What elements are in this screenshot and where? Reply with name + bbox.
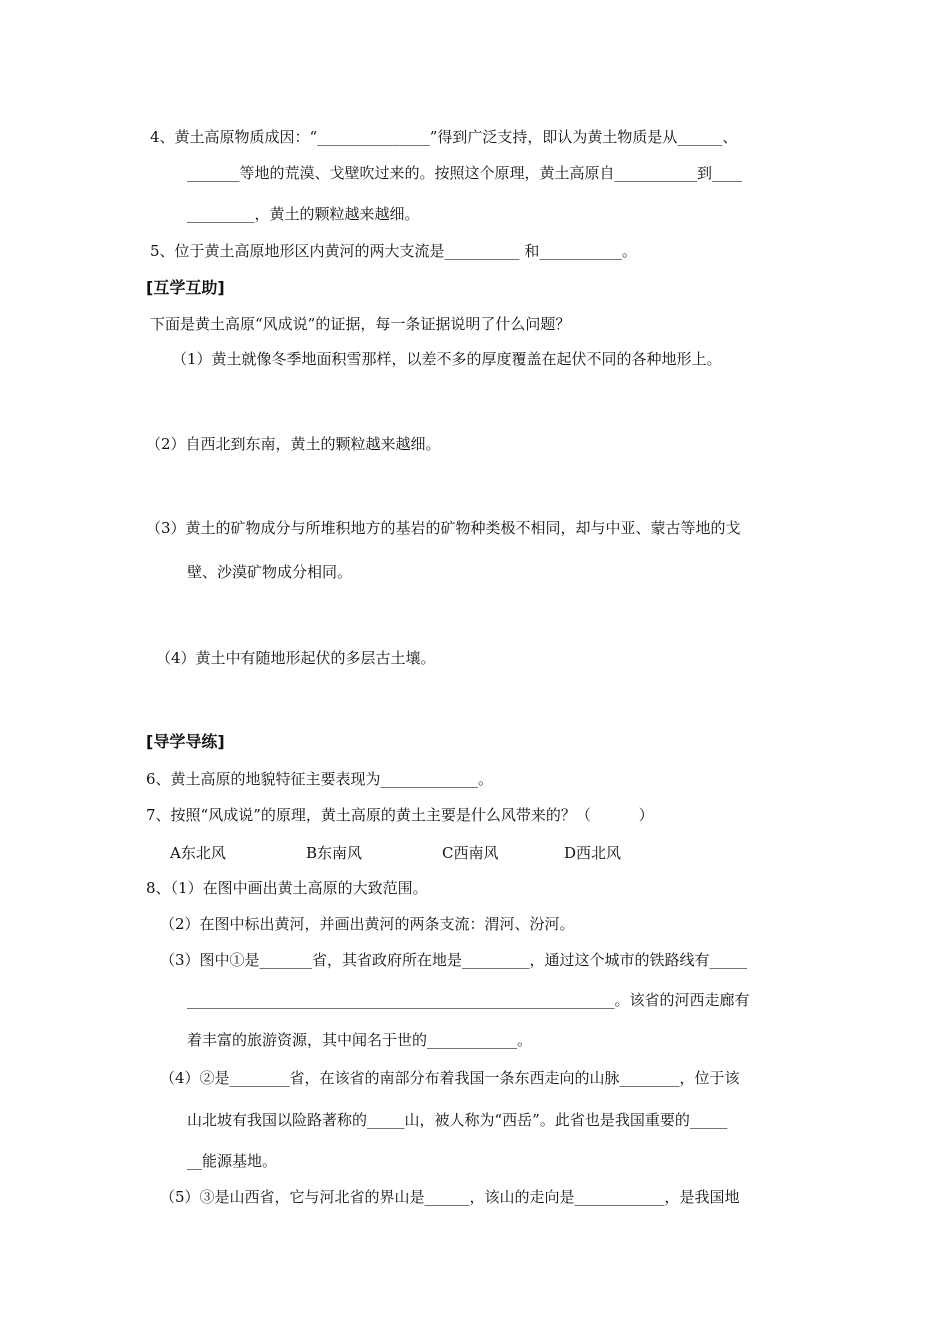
question-5: 5、位于黄土高原地形区内黄河的两大支流是__________ 和___________。 xyxy=(150,242,637,260)
question-8-part-3-line-2: _________________________________________________________。该省的河西走廊有 xyxy=(187,991,750,1009)
question-7-option-b: B东南风 xyxy=(306,844,363,862)
question-8-part-5-line-1: （5）③是山西省，它与河北省的界山是______，该山的走向是____________，是我国地 xyxy=(160,1188,740,1206)
evidence-1: （1）黄土就像冬季地面积雪那样，以差不多的厚度覆盖在起伏不同的各种地形上。 xyxy=(172,350,722,368)
evidence-intro: 下面是黄土高原“风成说”的证据，每一条证据说明了什么问题？ xyxy=(150,315,571,333)
question-8-part-4-line-3: __能源基地。 xyxy=(187,1152,278,1170)
question-7-option-c: C西南风 xyxy=(442,844,499,862)
question-8-part-2: （2）在图中标出黄河，并画出黄河的两条支流：渭河、汾河。 xyxy=(160,915,575,933)
question-8-part-4-line-2: 山北坡有我国以险路著称的_____山，被人称为“西岳”。此省也是我国重要的_____ xyxy=(187,1111,728,1129)
question-7-option-d: D西北风 xyxy=(564,844,622,862)
question-8-part-3-line-1: （3）图中①是_______省，其省政府所在地是_________，通过这个城市的铁路线有_____ xyxy=(160,951,748,969)
evidence-2: （2）自西北到东南，黄土的颗粒越来越细。 xyxy=(146,435,441,453)
evidence-3-line-1: （3）黄土的矿物成分与所堆积地方的基岩的矿物种类极不相同，却与中亚、蒙古等地的戈 xyxy=(146,519,741,537)
question-8-part-4-line-1: （4）②是________省，在该省的南部分布着我国一条东西走向的山脉________，位于该 xyxy=(160,1069,740,1087)
question-7-option-a: A东北风 xyxy=(170,844,226,862)
question-4-line-2: _______等地的荒漠、戈壁吹过来的。按照这个原理，黄土高原自___________到____ xyxy=(187,164,743,182)
evidence-4: （4）黄土中有随地形起伏的多层古土壤。 xyxy=(156,649,436,667)
heading-mutual-help: [互学互助] xyxy=(146,278,225,297)
evidence-3-line-2: 壁、沙漠矿物成分相同。 xyxy=(187,563,353,581)
question-6: 6、黄土高原的地貌特征主要表现为_____________。 xyxy=(146,770,494,788)
question-8-part-3-line-3: 着丰富的旅游资源，其中闻名于世的____________。 xyxy=(187,1031,533,1049)
question-4-line-1: 4、黄土高原物质成因：“_______________”得到广泛支持，即认为黄土物质是从______、 xyxy=(150,128,738,146)
heading-guided-practice: [导学导练] xyxy=(146,732,225,751)
question-4-line-3: _________，黄土的颗粒越来越细。 xyxy=(187,205,420,223)
question-8-part-1: 8、（1）在图中画出黄土高原的大致范围。 xyxy=(146,879,428,897)
question-7: 7、按照“风成说”的原理，黄土高原的黄土主要是什么风带来的？（ ） xyxy=(146,806,654,824)
